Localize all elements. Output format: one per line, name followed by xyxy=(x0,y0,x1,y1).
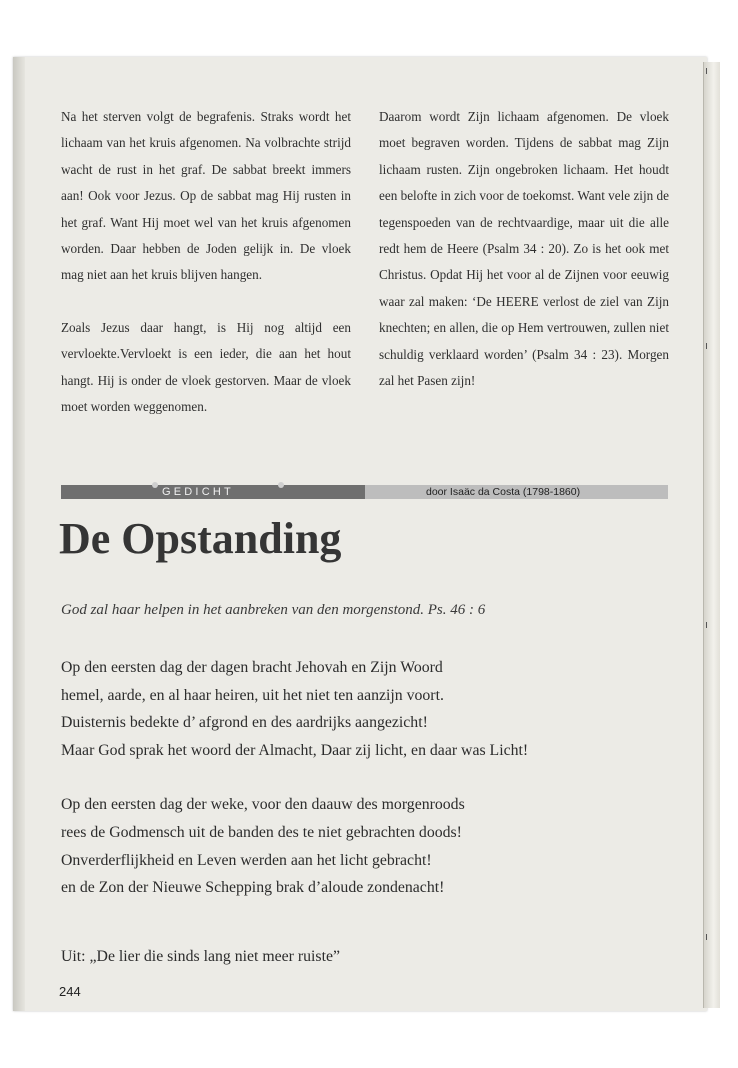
poem-line: rees de Godmensch uit de banden des te niet gebrachten doods! xyxy=(61,823,462,841)
band-ornament-dot xyxy=(278,482,284,488)
left-paragraph-1: Na het sterven volgt de begrafenis. Straks wordt het lichaam van het kruis afgenomen. Na volbrachte strijd wacht de rust in het graf. De sabbat breekt immers aan! Ook voor Jezus. Op de sabbat mag Hij rusten in het graf. Want Hij moet wel van het kruis afgenomen worden. Daar hebben de Joden gelijk in. De vloek mag niet aan het kruis blijven hangen. xyxy=(61,109,351,283)
poem-line: Duisternis bedekte d’ afgrond en des aardrijks aangezicht! xyxy=(61,714,428,732)
binding-thread-mark xyxy=(706,343,707,349)
poem-line: en de Zon der Nieuwe Schepping brak d’aloude zondenacht! xyxy=(61,879,445,897)
binding-thread-mark xyxy=(706,68,707,74)
binding-thread-mark xyxy=(706,622,707,628)
right-text-column xyxy=(379,104,669,394)
poem-line: Maar God sprak het woord der Almacht, Daar zij licht, en daar was Licht! xyxy=(61,741,529,759)
poem-stanza-1 xyxy=(61,654,528,764)
poem-epigraph: God zal haar helpen in het aanbreken van den morgenstond. Ps. 46 : 6 xyxy=(61,602,486,618)
right-paragraph-1: Daarom wordt Zijn lichaam afgenomen. De vloek moet begraven worden. Tijdens de sabbat mag Zijn lichaam rusten. Zijn ongebroken lichaam. Het houdt een belofte in zich voor de toekomst. Want vele zijn de tegenspoeden van de rechtvaardige, maar uit die alle redt hem de Heere (Psalm 34 : 20). Zo is het ook met Christus. Opdat Hij het voor al de Zijnen voor eeuwig waar zal maken: ‘De HEERE verlost de ziel van Zijn knechten; en allen, die op Hem vertrouwen, zullen niet schuldig verklaard worden’ (Psalm 34 : 23). Morgen zal het Pasen zijn! xyxy=(379,109,669,389)
poem-stanza-2 xyxy=(61,791,528,901)
poem-line: Op den eersten dag der weke, voor den daauw des morgenroods xyxy=(61,796,465,814)
left-text-column xyxy=(61,104,351,420)
poem-line: Onverderflijkheid en Leven werden aan het licht gebracht! xyxy=(61,851,432,869)
section-label: GEDICHT xyxy=(162,486,234,498)
binding-thread-mark xyxy=(706,934,707,940)
poem-source: Uit: „De lier die sinds lang niet meer ruiste” xyxy=(61,948,340,965)
poem-author: door Isaäc da Costa (1798-1860) xyxy=(426,486,581,498)
poem-line: hemel, aarde, en al haar heiren, uit het niet ten aanzijn voort. xyxy=(61,686,444,704)
page-number: 244 xyxy=(59,984,81,999)
poem-body xyxy=(61,654,528,902)
poem-title: De Opstanding xyxy=(59,514,342,563)
page-gutter-shadow xyxy=(13,57,25,1011)
band-ornament-dot xyxy=(152,482,158,488)
left-paragraph-2: Zoals Jezus daar hangt, is Hij nog altijd een vervloekte.Vervloekt is een ieder, die aan het hout hangt. Hij is onder de vloek gestorven. Maar de vloek moet worden weggenomen. xyxy=(61,319,351,415)
poem-line: Op den eersten dag der dagen bracht Jehovah en Zijn Woord xyxy=(61,659,443,676)
page-edge xyxy=(703,62,720,1008)
